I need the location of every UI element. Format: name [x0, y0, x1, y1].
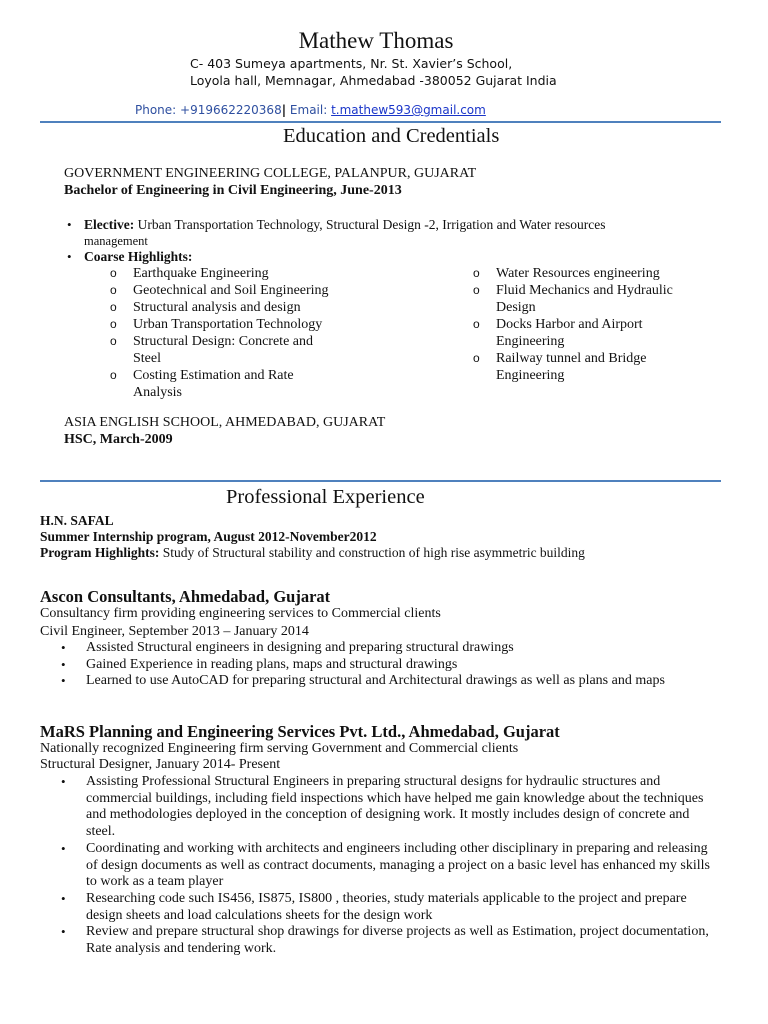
- elective-text: Urban Transportation Technology, Structural Design -2, Irrigation and Water resources: [137, 217, 606, 232]
- job3-bullet: • Coordinating and working with architects and engineers including other disciplinary in preparing and releasing of design documents as well as contract documents, managing a project on a basic level has enhanced my skills to work as a team player: [40, 841, 722, 891]
- highlight-item: o Structural analysis and design: [110, 299, 340, 316]
- job3-company: MaRS Planning and Engineering Services Pvt. Ltd., Ahmedabad, Gujarat: [40, 722, 560, 741]
- coarse-highlights-item: [64, 249, 704, 265]
- contact-separator: |: [281, 103, 287, 117]
- highlight-item: o Costing Estimation and Rate Analysis: [110, 367, 298, 401]
- job2-bullets: [40, 640, 700, 690]
- highlight-item: o Railway tunnel and Bridge Engineering: [473, 350, 686, 384]
- coarse-label: Coarse Highlights:: [84, 249, 193, 264]
- job2-bullet: • Gained Experience in reading plans, maps and structural drawings: [40, 657, 700, 674]
- job3-bullet: • Review and prepare structural shop drawings for diverse projects as well as Estimation, project documentation, Rate analysis and tendering work.: [40, 924, 722, 957]
- education-divider: [40, 480, 721, 482]
- contact-line: [135, 103, 486, 117]
- job2-bullet: • Learned to use AutoCAD for preparing structural and Architectural drawings as well as plans and maps: [40, 673, 700, 690]
- elective-label: Elective:: [84, 217, 135, 232]
- highlight-item: o Water Resources engineering: [473, 265, 703, 282]
- experience-section-title: Professional Experience: [226, 486, 425, 508]
- email-link[interactable]: t.mathew593@gmail.com: [331, 103, 486, 117]
- education-section-title: Education and Credentials: [283, 125, 500, 147]
- degree: Bachelor of Engineering in Civil Engineering, June-2013: [64, 183, 402, 198]
- header-divider: [40, 121, 721, 123]
- job1-company: H.N. SAFAL: [40, 513, 114, 528]
- job3-bullet: • Assisting Professional Structural Engineers in preparing structural designs for hydraulic structures and commercial buildings, including field inspections which have helped me gain knowledge about the techniques and methodologies deployed in the conception of designing work. It mostly includes design of concrete and steel.: [40, 774, 722, 841]
- highlight-item: o Urban Transportation Technology: [110, 316, 340, 333]
- school-certificate: HSC, March-2009: [64, 432, 173, 447]
- school-name: ASIA ENGLISH SCHOOL, AHMEDABAD, GUJARAT: [64, 415, 386, 430]
- elective-item: [64, 217, 704, 249]
- highlight-item: o Geotechnical and Soil Engineering: [110, 282, 340, 299]
- job3-bullets: [40, 774, 722, 958]
- job1-highlights-label: Program Highlights:: [40, 545, 160, 560]
- highlights-right-list: [473, 265, 703, 384]
- highlights-left-list: [110, 265, 340, 401]
- email-label: Email:: [289, 103, 328, 117]
- job3-role: Structural Designer, January 2014- Present: [40, 757, 281, 772]
- job2-bullet: • Assisted Structural engineers in designing and preparing structural drawings: [40, 640, 700, 657]
- highlight-item: o Structural Design: Concrete and Steel: [110, 333, 313, 367]
- education-list: [64, 217, 704, 265]
- job2-role: Civil Engineer, September 2013 – January 2014: [40, 624, 309, 639]
- highlight-item: o Earthquake Engineering: [110, 265, 340, 282]
- address-line-2: Loyola hall, Memnagar, Ahmedabad -380052 Gujarat India: [190, 73, 557, 88]
- job3-bullet: • Researching code such IS456, IS875, IS800 , theories, study materials applicable to the project and prepare design sheets and load calculations sheets for the design work: [40, 891, 722, 924]
- college-name: GOVERNMENT ENGINEERING COLLEGE, PALANPUR, GUJARAT: [64, 166, 477, 181]
- highlight-item: o Fluid Mechanics and Hydraulic Design: [473, 282, 703, 316]
- job2-description: Consultancy firm providing engineering services to Commercial clients: [40, 606, 441, 621]
- job3-description: Nationally recognized Engineering firm serving Government and Commercial clients: [40, 741, 519, 756]
- job1-highlights: [40, 545, 585, 561]
- highlight-item: o Docks Harbor and Airport Engineering: [473, 316, 686, 350]
- address-line-1: C- 403 Sumeya apartments, Nr. St. Xavier’s School,: [190, 56, 513, 71]
- job2-company: Ascon Consultants, Ahmedabad, Gujarat: [40, 587, 331, 606]
- job1-role: Summer Internship program, August 2012-November2012: [40, 529, 377, 544]
- job1-highlights-text: Study of Structural stability and construction of high rise asymmetric building: [162, 545, 585, 560]
- phone-text: Phone: +919662220368: [135, 103, 282, 117]
- applicant-name: Mathew Thomas: [298, 28, 454, 53]
- elective-text-cont: management: [84, 234, 148, 248]
